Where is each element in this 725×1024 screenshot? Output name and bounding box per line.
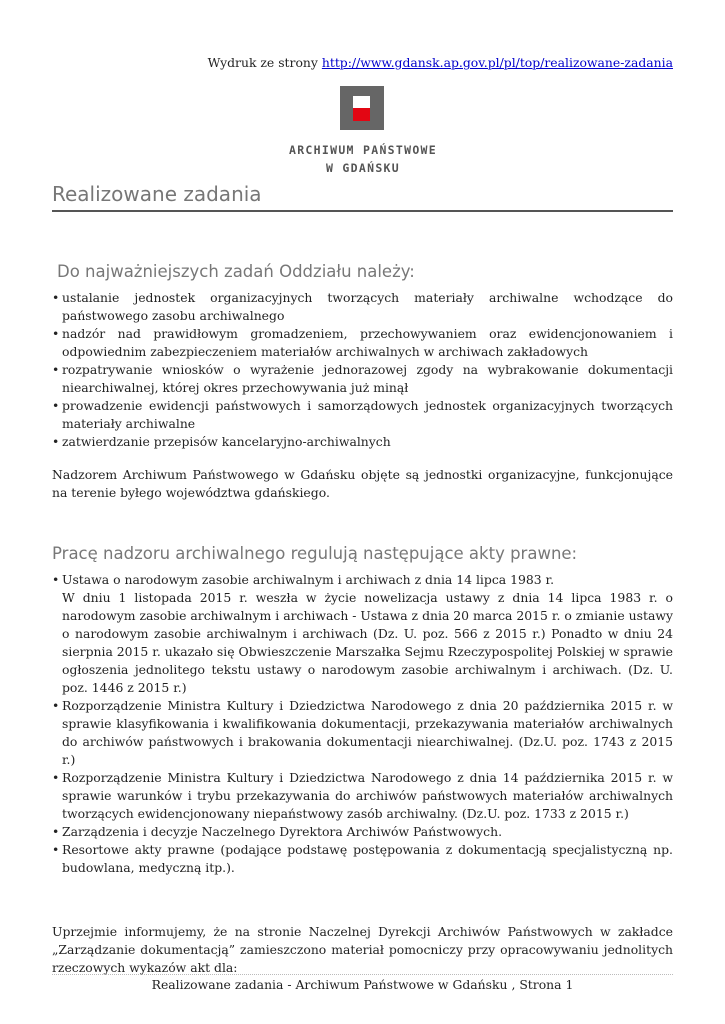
list-item: • nadzór nad prawidłowym gromadzeniem, przechowywaniem oraz ewidencjonowaniem i odpowiednim zabezpieczeniem materiałów archiwalnych w archiwach zakładowych (52, 325, 673, 361)
section1-heading: Do najważniejszych zadań Oddziału należy: (57, 262, 415, 281)
list-item: • Zarządzenia i decyzje Naczelnego Dyrektora Archiwów Państwowych. (52, 823, 673, 841)
section1-list (52, 289, 673, 451)
logo-mark-icon (340, 86, 384, 130)
list-item: • ustalanie jednostek organizacyjnych tworzących materiały archiwalne wchodzące do państwowego zasobu archiwalnego (52, 289, 673, 325)
page-title: Realizowane zadania (52, 182, 673, 212)
article-content (52, 262, 673, 977)
source-url-link[interactable]: http://www.gdansk.ap.gov.pl/pl/top/realizowane-zadania (321, 55, 673, 70)
print-header (208, 55, 673, 70)
closing-paragraph: Uprzejmie informujemy, że na stronie Naczelnej Dyrekcji Archiwów Państwowych w zakładce „Zarządzanie dokumentacją” zamieszczono materiał pomocniczy przy opracowywaniu jednolitych rzeczowych wykazów akt dla: (52, 924, 673, 975)
list-item: • zatwierdzanie przepisów kancelaryjno-archiwalnych (52, 433, 673, 451)
list-item: • prowadzenie ewidencji państwowych i samorządowych jednostek organizacyjnych tworzących materiały archiwalne (52, 397, 673, 433)
law-note: W dniu 1 listopada 2015 r. weszła w życie nowelizacja ustawy z dnia 14 lipca 1983 r. o narodowym zasobie archiwalnym i archiwach - Ustawa z dnia 20 marca 2015 r. o zmianie ustawy o narodowym zasobie archiwalnym i archiwach (Dz. U. poz. 566 z 2015 r.) Ponadto w dniu 24 sierpnia 2015 r. ukazało się Obwieszczenie Marszałka Sejmu Rzeczypospolitej Polskiej w sprawie ogłoszenia jednolitego tekstu ustawy o narodowym zasobie archiwalnym i archiwach. (Dz. U. poz. 1446 z 2015 r.) (62, 590, 673, 695)
list-item: • rozpatrywanie wniosków o wyrażenie jednorazowej zgody na wybrakowanie dokumentacji niearchiwalnej, której okres przechowywania już minął (52, 361, 673, 397)
list-item (52, 571, 673, 697)
logo-line-2: W GDAŃSKU (325, 161, 400, 175)
list-item: • Resortowe akty prawne (podające podstawę postępowania z dokumentacją specjalistyczną np. budowlana, medyczną itp.). (52, 841, 673, 877)
list-item: • Rozporządzenie Ministra Kultury i Dziedzictwa Narodowego z dnia 14 października 2015 r. w sprawie warunków i trybu przekazywania do archiwów państwowych materiałów archiwalnych tworzących ewidencjonowany niepaństwowy zasób archiwalny. (Dz.U. poz. 1733 z 2015 r.) (52, 769, 673, 823)
archive-logo[interactable] (268, 86, 458, 181)
section2-heading: Pracę nadzoru archiwalnego regulują następujące akty prawne: (52, 544, 578, 563)
print-header-prefix: Wydruk ze strony (207, 55, 318, 70)
law-title: Ustawa o narodowym zasobie archiwalnym i archiwach z dnia 14 lipca 1983 r. (62, 572, 555, 587)
section2-list (52, 571, 673, 877)
logo-line-1: ARCHIWUM PAŃSTWOWE (288, 143, 438, 157)
list-item: • Rozporządzenie Ministra Kultury i Dziedzictwa Narodowego z dnia 20 października 2015 r. w sprawie klasyfikowania i kwalifikowania dokumentacji, przekazywania materiałów archiwalnych do archiwów państwowych i brakowania dokumentacji niearchiwalnej. (Dz.U. poz. 1743 z 2015 r.) (52, 697, 673, 769)
logo-text (268, 141, 458, 177)
page-footer: Realizowane zadania - Archiwum Państwowe w Gdańsku , Strona 1 (52, 974, 673, 992)
section1-paragraph: Nadzorem Archiwum Państwowego w Gdańsku objęte są jednostki organizacyjne, funkcjonujące na terenie byłego województwa gdańskiego. (52, 467, 673, 500)
